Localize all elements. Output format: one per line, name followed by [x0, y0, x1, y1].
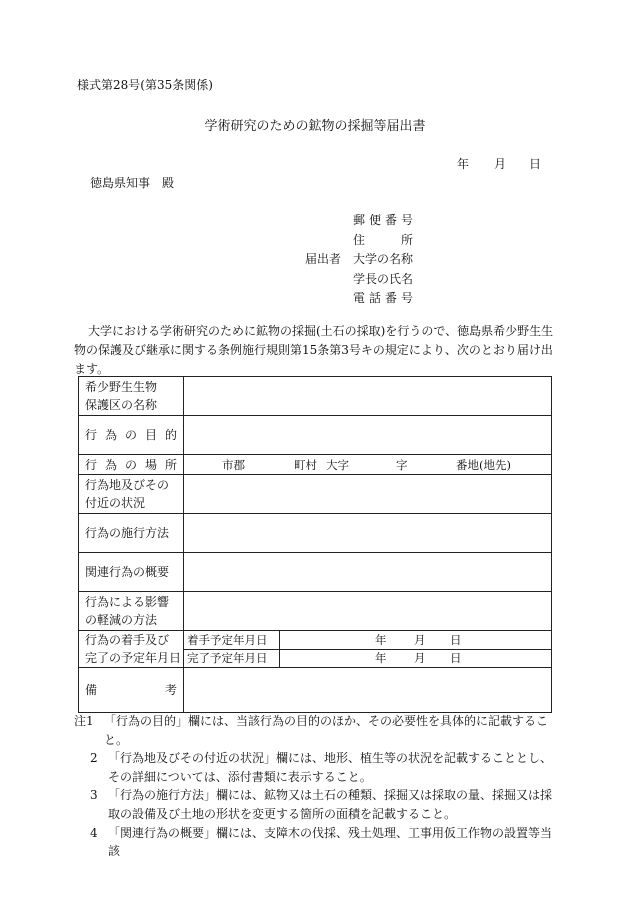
label-end-date: 完了予定年月日 — [184, 649, 280, 668]
location-oaza-unit: 大字 — [326, 457, 349, 472]
field-end-date[interactable] — [280, 649, 552, 668]
field-start-date[interactable] — [280, 631, 552, 650]
location-city-unit: 市郡 — [222, 457, 245, 472]
end-year-unit: 年 — [375, 651, 387, 666]
label-purpose: 行 為 の 目 的 — [79, 416, 184, 455]
intro-paragraph: 大学における学術研究のために鉱物の採掘(土石の採取)を行うので、徳島県希少野生生物の保護及び継承に関する条例施行規則第15条第3号キの規定により、次のとおり届け出ます。 — [74, 324, 554, 376]
date-year: 年 — [457, 157, 470, 171]
label-start-date: 着手予定年月日 — [184, 631, 280, 650]
field-protected-area-name[interactable] — [184, 377, 552, 416]
field-related-acts[interactable] — [184, 553, 552, 592]
location-aza-unit: 字 — [396, 457, 408, 472]
date-day: 日 — [529, 157, 542, 171]
field-mitigation[interactable] — [184, 592, 552, 631]
sender-label: 届出者 — [305, 252, 342, 267]
sender-postal-code-label: 郵 便 番 号 — [353, 213, 413, 228]
note-item: 4 「関連行為の概要」欄には、支障木の伐採、残土処理、工事用仮工作物の設置等当該 — [90, 825, 553, 859]
field-location[interactable] — [184, 455, 552, 475]
date-month: 月 — [494, 157, 507, 171]
label-protected-area-name: 希少野生生物 保護区の名称 — [79, 377, 184, 416]
sender-university-name-label: 大学の名称 — [353, 252, 414, 267]
end-month-unit: 月 — [414, 651, 426, 666]
notification-table — [78, 376, 552, 713]
label-method: 行為の施行方法 — [79, 514, 184, 553]
label-schedule: 行為の着手及び 完了の予定年月日 — [79, 631, 184, 668]
field-remarks[interactable] — [184, 668, 552, 713]
end-day-unit: 日 — [450, 651, 462, 666]
notes — [74, 712, 558, 861]
start-day-unit: 日 — [450, 632, 462, 647]
label-mitigation: 行為による影響 の軽減の方法 — [79, 592, 184, 631]
note-item: 3 「行為の施行方法」欄には、鉱物又は土石の種類、採掘又は採取の量、採掘又は採取の設備及び土地の形状を変更する箇所の面積を記載すること。 — [90, 788, 553, 821]
location-town-unit: 町村 — [294, 457, 317, 472]
sender-phone-label: 電 話 番 号 — [353, 291, 413, 306]
field-method[interactable] — [184, 514, 552, 553]
sender-address-label: 住 所 — [353, 232, 413, 247]
location-banchi-unit: 番地(地先) — [456, 457, 511, 472]
label-related-acts: 関連行為の概要 — [79, 553, 184, 592]
document-title: 学術研究のための鉱物の採掘等届出書 — [204, 119, 426, 134]
sender-block — [305, 210, 413, 308]
field-purpose[interactable] — [184, 416, 552, 455]
form-number: 様式第28号(第35条関係) — [77, 78, 213, 92]
field-site-condition[interactable] — [184, 475, 552, 514]
label-location: 行 為 の 場 所 — [79, 455, 184, 475]
note-item: 2 「行為地及びその付近の状況」欄には、地形、植生等の状況を記載することとし、その詳細については、添付書類に表示すること。 — [90, 751, 553, 784]
label-remarks: 備 考 — [79, 668, 184, 713]
note-item: 注1 「行為の目的」欄には、当該行為の目的のほか、その必要性を具体的に記載すること。 — [74, 714, 549, 747]
start-month-unit: 月 — [414, 632, 426, 647]
addressee: 徳島県知事 殿 — [90, 176, 175, 190]
sender-president-name-label: 学長の氏名 — [353, 271, 414, 286]
label-site-condition: 行為地及びその 付近の状況 — [79, 475, 184, 514]
start-year-unit: 年 — [375, 632, 387, 647]
